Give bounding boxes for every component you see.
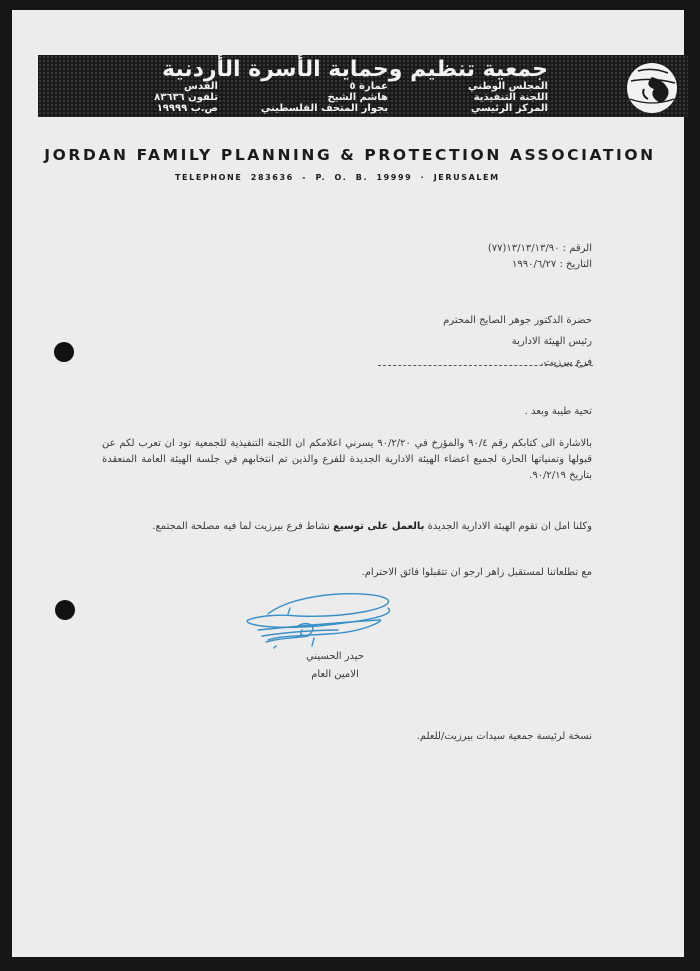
letterhead-column-2 <box>261 81 388 114</box>
english-org-title: JORDAN FAMILY PLANNING & PROTECTION ASSOCIATION <box>44 146 656 164</box>
letterhead-column-1 <box>468 81 548 114</box>
letterhead-text: اللجنة التنفيذية <box>473 92 548 103</box>
signatory-block <box>306 648 364 684</box>
closing-line: مع تطلعاتنا لمستقبل زاهر ارجو ان تتقبلوا فائق الاحترام. <box>361 567 592 578</box>
letterhead-text: عمارة ٥ <box>349 81 388 92</box>
greeting: تحية طيبة وبعد . <box>524 406 592 417</box>
punch-hole-bottom <box>55 600 75 620</box>
letterhead-band <box>38 55 688 117</box>
addressee-name: حضرة الدكتور جوهر الصايج المحترم <box>443 315 592 326</box>
reference-date: التاريخ : ١٩٩٠/٦/٢٧ <box>511 259 592 270</box>
paragraph-2-emphasis: بالعمل على توسيع <box>333 521 425 532</box>
addressee-block <box>443 310 592 373</box>
punch-hole-top <box>54 342 74 362</box>
body-paragraph-2 <box>102 519 592 535</box>
reference-block <box>488 241 592 273</box>
letterhead-text: هاشم الشيخ <box>327 92 388 103</box>
addressee-title: رئيس الهيئة الادارية <box>511 336 592 347</box>
paragraph-2-tail: نشاط فرع بيرزيت لما فيه مصلحة المجتمع. <box>152 521 334 532</box>
letterhead-text: المجلس الوطني <box>468 81 548 92</box>
letterhead-text: القدس <box>184 81 218 92</box>
signatory-name: حيدر الحسيني <box>305 651 364 662</box>
carbon-copy-line: نسخة لرئيسة جمعية سيدات بيرزيت/للعلم. <box>416 731 592 742</box>
paragraph-2-lead: وكلنا امل ان تقوم الهيئة الادارية الجديدة <box>424 521 592 532</box>
addressee-branch: فرع بيرزيت. <box>540 357 592 368</box>
arabic-org-title: جمعية تنظيم وحماية الأسرة الأردنية <box>162 57 548 82</box>
signatory-title: الامين العام <box>311 669 359 680</box>
body-paragraph-1: بالاشارة الى كتابكم رقم ٩٠/٤ والمؤرخ في ٩٠/٢/٢٠ يسرني اعلامكم ان اللجنة التنفيذية للجمعية تود ان تعرب لكم عن قبولها وتمنياتها الحارة لجميع اعضاء الهيئة الادارية الجديدة للفرع والذين تم انتخابهم في جلسة الهيئة العامة المنعقدة بتاريخ ٩٠/٢/١٩. <box>102 438 593 481</box>
letterhead-text: تلفون ٨٣٦٣٦ <box>154 92 218 103</box>
letterhead-text: بجوار المتحف الفلسطيني <box>260 103 388 114</box>
globe-icon <box>624 59 680 115</box>
letterhead-text: ص.ب ١٩٩٩٩ <box>156 103 218 114</box>
english-contact-line: TELEPHONE 283636 - P. O. B. 19999 · JERUSALEM <box>175 173 500 182</box>
letterhead-column-3 <box>154 81 218 114</box>
letterhead-text: المركز الرئيسي <box>470 103 548 114</box>
reference-number: الرقم : ١٣/١٣/١٣/٩٠(٧٧) <box>487 243 592 254</box>
addressee-divider <box>378 365 593 366</box>
